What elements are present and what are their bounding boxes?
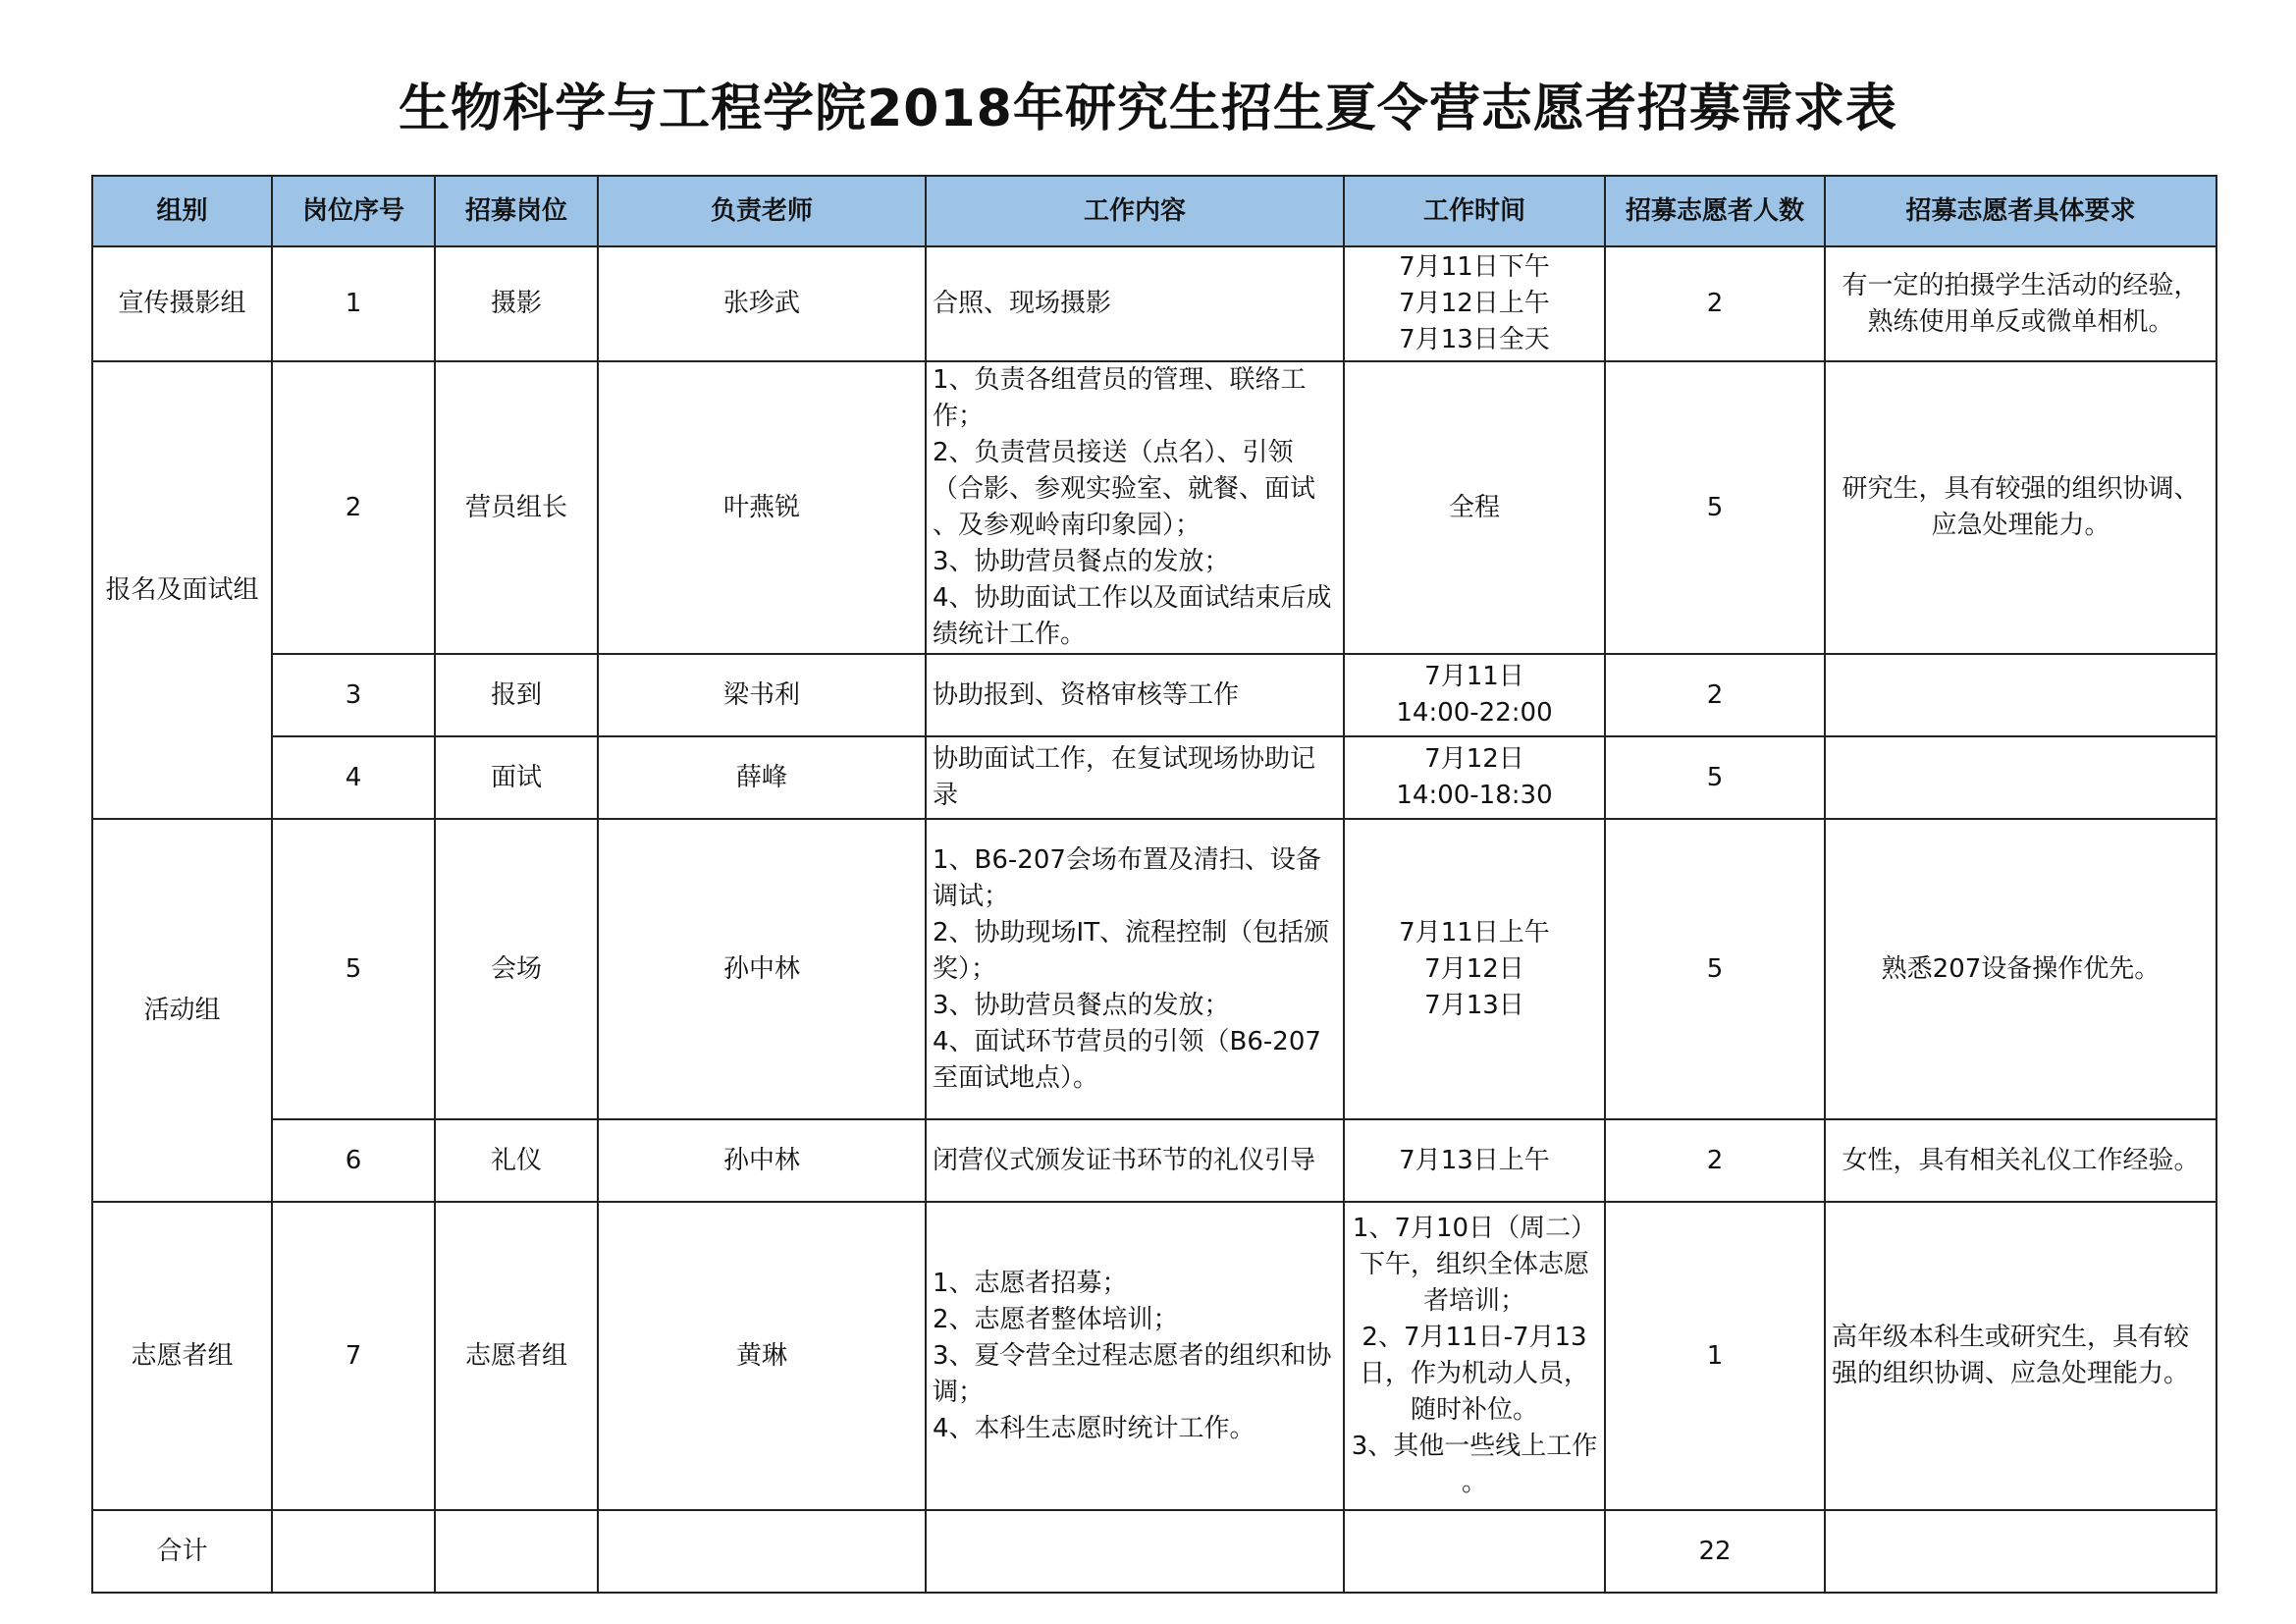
empty-cell <box>1825 1510 2216 1593</box>
cell-post: 营员组长 <box>435 361 598 654</box>
total-label: 合计 <box>92 1510 272 1593</box>
cell-count: 5 <box>1605 736 1825 819</box>
cell-count: 2 <box>1605 1119 1825 1202</box>
empty-cell <box>598 1510 926 1593</box>
cell-count: 5 <box>1605 819 1825 1119</box>
header-time: 工作时间 <box>1344 176 1605 246</box>
cell-post-no: 1 <box>272 246 435 361</box>
page-title: 生物科学与工程学院2018年研究生招生夏令营志愿者招募需求表 <box>399 80 1897 138</box>
cell-post-no: 6 <box>272 1119 435 1202</box>
cell-requirements <box>1825 736 2216 819</box>
cell-requirements: 研究生，具有较强的组织协调、 应急处理能力。 <box>1825 361 2216 654</box>
cell-post-no: 3 <box>272 654 435 736</box>
cell-teacher: 黄琳 <box>598 1202 926 1510</box>
cell-content: 协助报到、资格审核等工作 <box>926 654 1344 736</box>
cell-post: 会场 <box>435 819 598 1119</box>
cell-requirements: 有一定的拍摄学生活动的经验， 熟练使用单反或微单相机。 <box>1825 246 2216 361</box>
cell-group: 宣传摄影组 <box>92 246 272 361</box>
header-requirements: 招募志愿者具体要求 <box>1825 176 2216 246</box>
cell-count: 1 <box>1605 1202 1825 1510</box>
header-teacher: 负责老师 <box>598 176 926 246</box>
cell-requirements <box>1825 654 2216 736</box>
cell-teacher: 叶燕锐 <box>598 361 926 654</box>
header-post: 招募岗位 <box>435 176 598 246</box>
cell-post-no: 2 <box>272 361 435 654</box>
cell-group: 活动组 <box>92 819 272 1202</box>
table-row <box>92 736 2216 819</box>
table-row <box>92 1202 2216 1510</box>
cell-count: 5 <box>1605 361 1825 654</box>
cell-group: 志愿者组 <box>92 1202 272 1510</box>
cell-teacher: 薛峰 <box>598 736 926 819</box>
empty-cell <box>435 1510 598 1593</box>
cell-content: 闭营仪式颁发证书环节的礼仪引导 <box>926 1119 1344 1202</box>
empty-cell <box>272 1510 435 1593</box>
header-row <box>92 176 2216 246</box>
cell-requirements: 高年级本科生或研究生，具有较 强的组织协调、应急处理能力。 <box>1825 1202 2216 1510</box>
cell-post: 报到 <box>435 654 598 736</box>
cell-content: 1、负责各组营员的管理、联络工 作； 2、负责营员接送（点名）、引领 （合影、参观实验室、就餐、面试 、及参观岭南印象园）； 3、协助营员餐点的发放； 4、协助面试工作以及面试结束后成 绩统计工作。 <box>926 361 1344 654</box>
cell-post: 志愿者组 <box>435 1202 598 1510</box>
volunteer-requirements-table <box>91 175 2217 1594</box>
cell-time: 1、7月10日（周二） 下午，组织全体志愿 者培训； 2、7月11日-7月13 日，作为机动人员， 随时补位。 3、其他一些线上工作 。 <box>1344 1202 1605 1510</box>
header-group: 组别 <box>92 176 272 246</box>
table-row <box>92 361 2216 654</box>
cell-content: 1、志愿者招募； 2、志愿者整体培训； 3、夏令营全过程志愿者的组织和协 调； 4、本科生志愿时统计工作。 <box>926 1202 1344 1510</box>
header-content: 工作内容 <box>926 176 1344 246</box>
header-count: 招募志愿者人数 <box>1605 176 1825 246</box>
cell-post: 摄影 <box>435 246 598 361</box>
cell-time: 7月11日 14:00-22:00 <box>1344 654 1605 736</box>
header-post-no: 岗位序号 <box>272 176 435 246</box>
cell-content: 1、B6-207会场布置及清扫、设备 调试； 2、协助现场IT、流程控制（包括颁 奖）； 3、协助营员餐点的发放； 4、面试环节营员的引领（B6-207 至面试地点）。 <box>926 819 1344 1119</box>
cell-group: 报名及面试组 <box>92 361 272 819</box>
cell-teacher: 梁书利 <box>598 654 926 736</box>
cell-requirements: 女性，具有相关礼仪工作经验。 <box>1825 1119 2216 1202</box>
total-row <box>92 1510 2216 1593</box>
cell-post-no: 5 <box>272 819 435 1119</box>
cell-time: 全程 <box>1344 361 1605 654</box>
cell-time: 7月12日 14:00-18:30 <box>1344 736 1605 819</box>
cell-content: 合照、现场摄影 <box>926 246 1344 361</box>
empty-cell <box>926 1510 1344 1593</box>
cell-time: 7月11日下午 7月12日上午 7月13日全天 <box>1344 246 1605 361</box>
cell-content: 协助面试工作，在复试现场协助记 录 <box>926 736 1344 819</box>
cell-count: 2 <box>1605 654 1825 736</box>
cell-post-no: 7 <box>272 1202 435 1510</box>
cell-teacher: 张珍武 <box>598 246 926 361</box>
total-count: 22 <box>1605 1510 1825 1593</box>
cell-teacher: 孙中林 <box>598 819 926 1119</box>
cell-post: 礼仪 <box>435 1119 598 1202</box>
cell-post-no: 4 <box>272 736 435 819</box>
table-row <box>92 654 2216 736</box>
cell-time: 7月11日上午 7月12日 7月13日 <box>1344 819 1605 1119</box>
cell-requirements: 熟悉207设备操作优先。 <box>1825 819 2216 1119</box>
cell-teacher: 孙中林 <box>598 1119 926 1202</box>
cell-time: 7月13日上午 <box>1344 1119 1605 1202</box>
table-row <box>92 1119 2216 1202</box>
cell-post: 面试 <box>435 736 598 819</box>
table-row <box>92 819 2216 1119</box>
cell-count: 2 <box>1605 246 1825 361</box>
empty-cell <box>1344 1510 1605 1593</box>
table-row <box>92 246 2216 361</box>
